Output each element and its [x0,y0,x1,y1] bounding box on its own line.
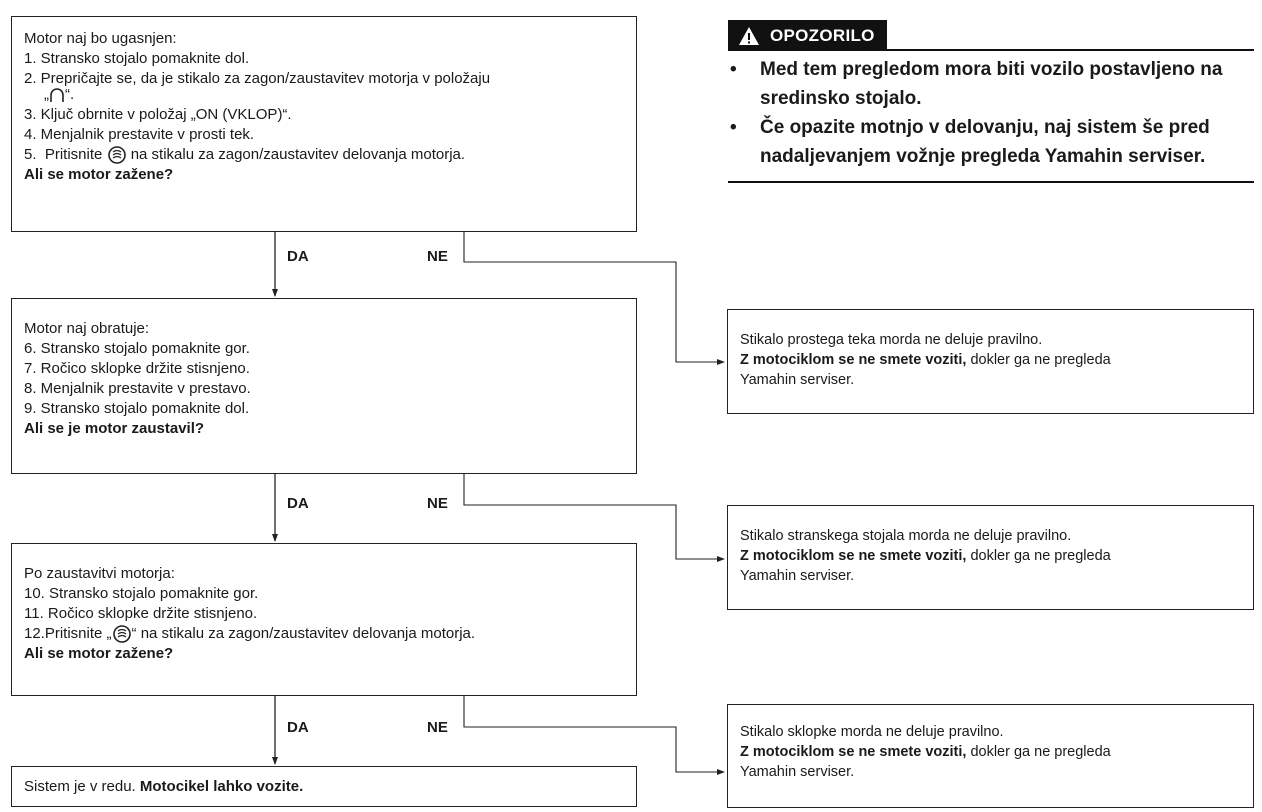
no-label-2: NE [427,495,448,512]
fault1-line3: Yamahin serviser. [740,372,855,388]
step5-pre: 5. Pritisnite [24,146,107,163]
bullet-icon: • [730,117,737,138]
warning-item [728,55,1254,113]
warning-header [728,20,1254,51]
box2-question: Ali se je motor zaustavil? [24,420,205,437]
yes-label-3: DA [287,719,309,736]
warning-title: OPOZORILO [770,26,875,45]
warning-item [728,113,1254,171]
fault-box-sidestand-switch [727,505,1254,610]
box2-step-9: 9. Stransko stojalo pomaknite dol. [24,400,250,417]
box3-intro: Po zaustavitvi motorja: [24,565,175,582]
step-box-after-stop [11,543,637,696]
start-switch-icon [112,624,132,644]
box2-intro: Motor naj obratuje: [24,320,150,337]
fault3-rest: dokler ga ne pregleda [966,744,1111,760]
fault3-line1: Stikalo sklopke morda ne deluje pravilno. [740,724,1004,740]
fault2-line3: Yamahin serviser. [740,568,855,584]
close-quote: “. [65,86,75,103]
no-label-1: NE [427,248,448,265]
step12-post: “ na stikalu za zagon/zaustavitev delovanja motorja. [131,625,476,642]
box2-step-7: 7. Ročico sklopke držite stisnjeno. [24,360,250,377]
warning-list [728,55,1254,171]
fault2-rest: dokler ga ne pregleda [966,548,1111,564]
fault3-bold: Z motociklom se ne smete voziti, [740,744,967,760]
result-box-ok [11,766,637,807]
step-box-engine-running [11,298,637,474]
box4-bold: Motocikel lahko vozite. [139,778,304,795]
box3-step-11: 11. Ročico sklopke držite stisnjeno. [24,605,258,622]
step5-post: na stikalu za zagon/zaustavitev delovanja motorja. [126,146,466,163]
box1-step-4: 4. Menjalnik prestavite v prosti tek. [24,126,255,143]
fault2-line2 [740,546,1241,566]
box4-text [24,777,624,797]
warning-rule [887,49,1254,51]
bullet-icon: • [730,59,737,80]
box1-step-1: 1. Stransko stojalo pomaknite dol. [24,50,250,67]
step-box-engine-off [11,16,637,232]
fault3-line2 [740,742,1241,762]
box2-step-8: 8. Menjalnik prestavite v prestavo. [24,380,251,397]
box1-step-3: 3. Ključ obrnite v položaj „ON (VKLOP)“. [24,106,292,123]
fault1-rest: dokler ga ne pregleda [966,352,1111,368]
fault2-line1: Stikalo stranskega stojala morda ne deluje pravilno. [740,528,1072,544]
box3-step-10: 10. Stransko stojalo pomaknite gor. [24,585,259,602]
no-arrow-3 [464,696,724,772]
box1-intro: Motor naj bo ugasnjen: [24,30,177,47]
yes-label-1: DA [287,248,309,265]
warning-bottom-rule [728,181,1254,183]
fault-box-neutral-switch [727,309,1254,414]
box4-normal: Sistem je v redu. [24,778,140,795]
box1-step-2: 2. Prepričajte se, da je stikalo za zagon/zaustavitev motorja v položaju [24,70,491,87]
warning-block [728,20,1254,183]
fault3-line3: Yamahin serviser. [740,764,855,780]
fault1-line1: Stikalo prostega teka morda ne deluje pravilno. [740,332,1043,348]
no-label-3: NE [427,719,448,736]
warning-item-text: Če opazite motnjo v delovanju, naj sistem še pred nadaljevanjem vožnje pregleda Yamahin serviser. [760,117,1210,167]
warning-triangle-icon [738,26,760,46]
fault1-bold: Z motociklom se ne smete voziti, [740,352,967,368]
box3-step-12 [24,624,624,644]
fault1-line2 [740,350,1241,370]
engine-stop-symbol-icon [49,87,65,103]
box1-question: Ali se motor zažene? [24,166,174,184]
box1-step-5 [24,145,624,165]
start-switch-icon [107,145,127,165]
box2-step-6: 6. Stransko stojalo pomaknite gor. [24,340,250,357]
yes-label-2: DA [287,495,309,512]
fault2-bold: Z motociklom se ne smete voziti, [740,548,967,564]
step12-pre: 12.Pritisnite „ [24,625,112,642]
fault-box-clutch-switch [727,704,1254,808]
open-quote: „ [44,86,49,103]
box3-question: Ali se motor zažene? [24,645,174,663]
warning-item-text: Med tem pregledom mora biti vozilo postavljeno na sredinsko stojalo. [760,59,1223,109]
warning-badge [728,20,887,51]
